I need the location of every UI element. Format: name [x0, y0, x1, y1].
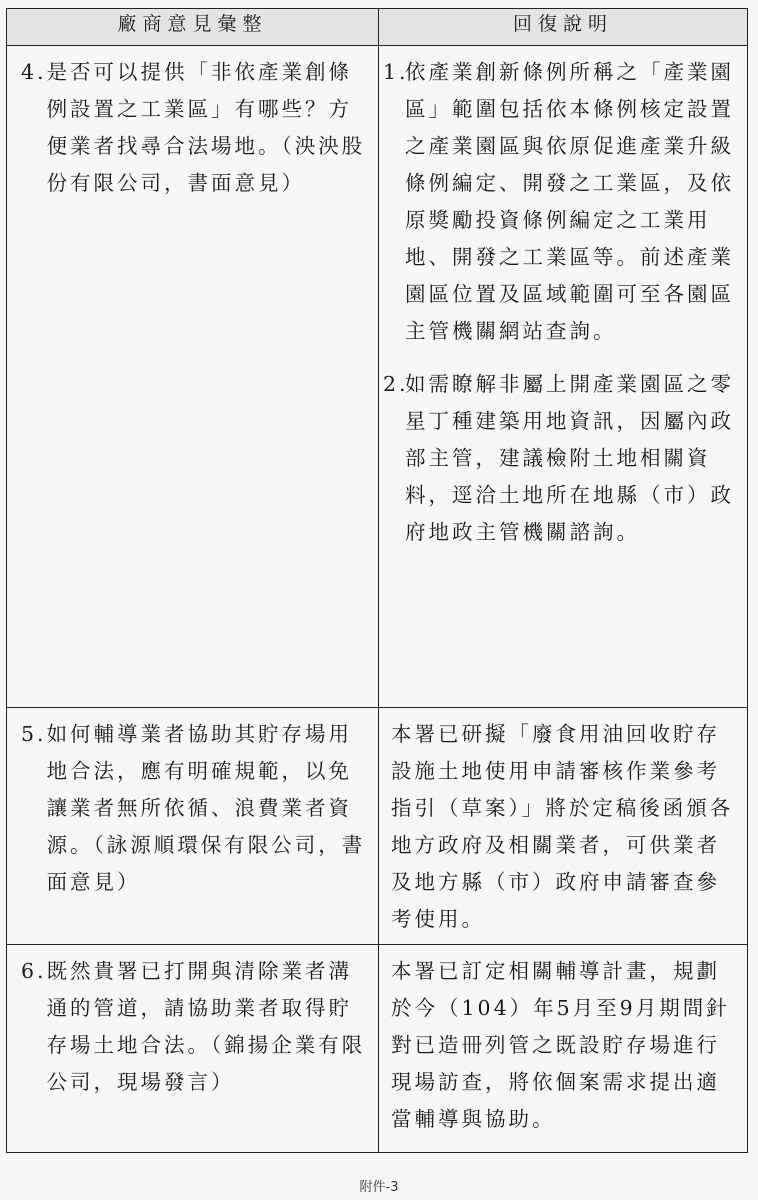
answer-text: 本署已研擬「廢食用油回收貯存設施土地使用申請審核作業參考指引（草案）」將於定稿後函頒各地方政府及相關業者，可供業者及地方縣（市）政府申請審查參考使用。	[391, 722, 734, 931]
answer-cell	[379, 945, 748, 1153]
header-response: 回復說明	[379, 9, 748, 46]
table-row	[7, 708, 748, 945]
table-row	[7, 945, 748, 1153]
header-vendor-comments: 廠商意見彙整	[7, 9, 379, 46]
table-row	[7, 46, 748, 708]
question-number: 4.	[21, 60, 47, 84]
comment-response-table	[6, 8, 748, 1153]
question-text: 既然貴署已打開與清除業者溝通的管道，請協助業者取得貯存場土地合法。（錦揚企業有限公司，現場發言）	[46, 959, 366, 1094]
question-number: 6.	[21, 959, 47, 983]
question-cell	[7, 46, 379, 708]
answer-item	[383, 366, 741, 551]
page-number: 附件-3	[359, 1180, 399, 1195]
answer-cell	[379, 46, 748, 708]
question-cell	[7, 945, 379, 1153]
question-cell	[7, 708, 379, 945]
question-text: 是否可以提供「非依產業創條例設置之工業區」有哪些？方便業者找尋合法場地。（泱泱股份有限公司，書面意見）	[46, 60, 366, 195]
answer-number: 1.	[383, 60, 409, 84]
answer-number: 2.	[383, 372, 409, 396]
answer-item	[383, 54, 741, 350]
answer-text: 如需瞭解非屬上開產業園區之零星丁種建築用地資訊，因屬內政部主管，建議檢附土地相關資料，逕洽土地所在地縣（市）政府地政主管機關諮詢。	[405, 372, 734, 544]
answer-text: 依產業創新條例所稱之「產業園區」範圍包括依本條例核定設置之產業園區與依原促進產業升級條例編定、開發之工業區，及依原獎勵投資條例編定之工業用地、開發之工業區等。前述產業園區位置及區域範圍可至各園區主管機關網站查詢。	[405, 60, 734, 343]
table-header-row	[7, 9, 748, 46]
answer-text: 本署已訂定相關輔導計畫，規劃於今（104）年5月至9月期間針對已造冊列管之既設貯存場進行現場訪查，將依個案需求提出適當輔導與協助。	[391, 959, 730, 1131]
question-text: 如何輔導業者協助其貯存場用地合法，應有明確規範，以免讓業者無所依循、浪費業者資源。（詠源順環保有限公司，書面意見）	[46, 722, 366, 894]
answer-cell	[379, 708, 748, 945]
question-number: 5.	[21, 722, 47, 746]
